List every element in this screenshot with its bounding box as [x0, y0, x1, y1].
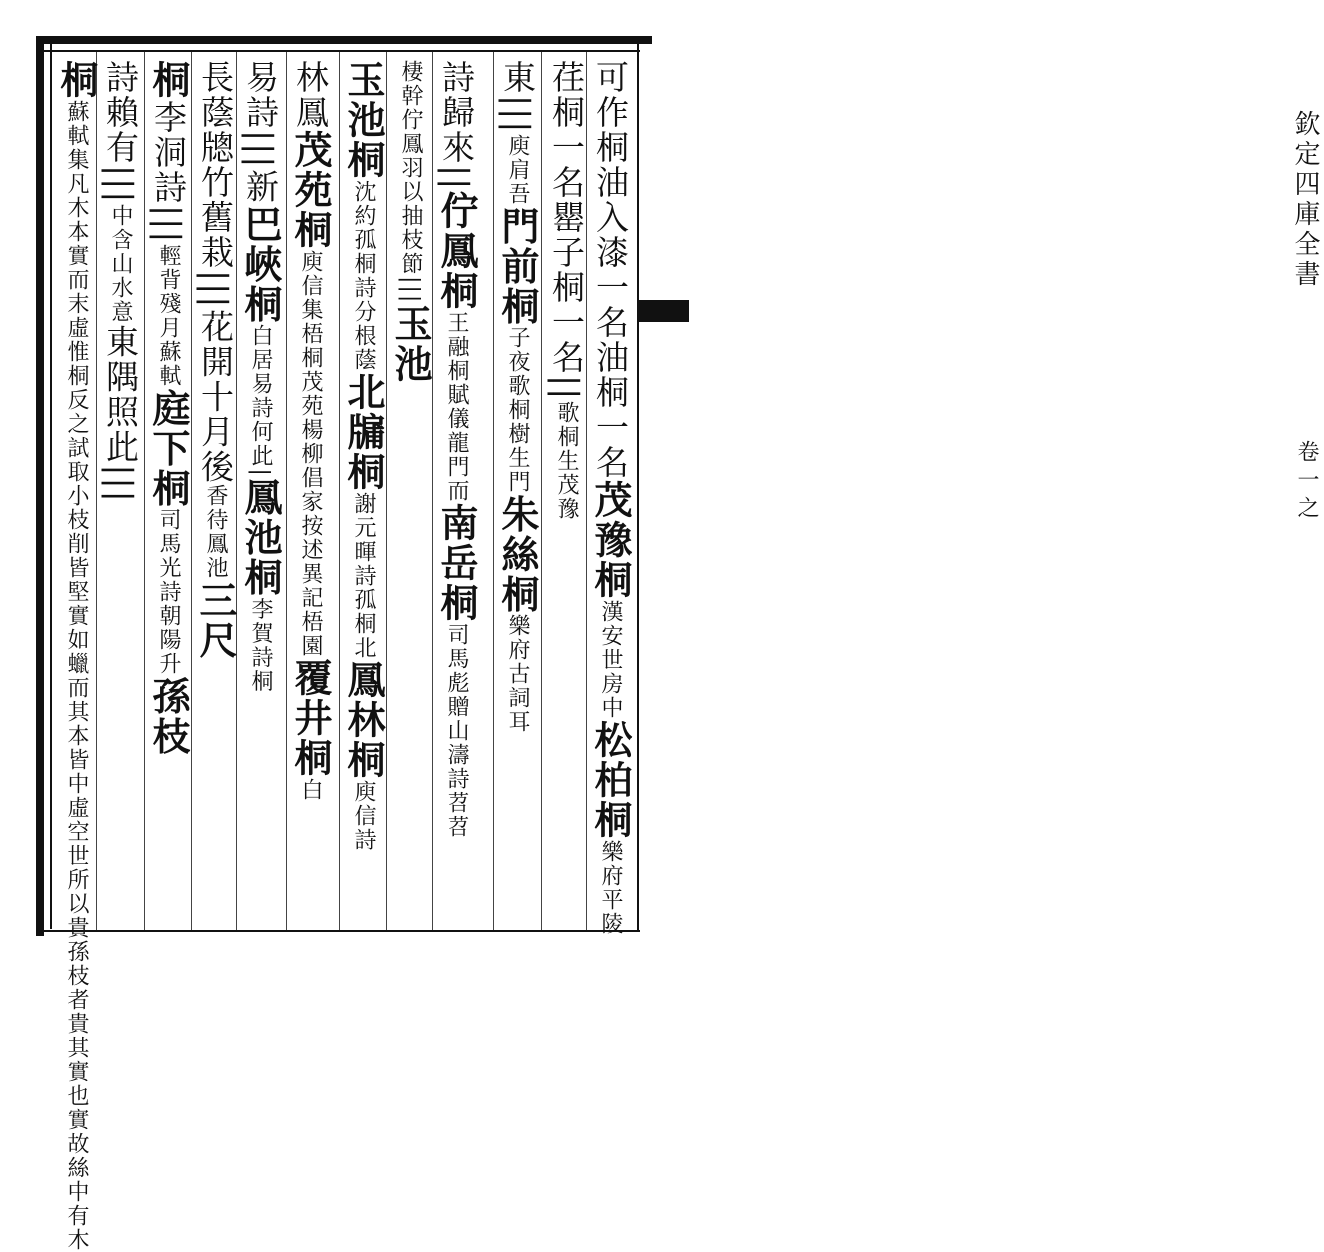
- entry-term: 北牖桐: [341, 372, 386, 492]
- annotation-text: 棲幹佇鳳羽以抽枝: [398, 60, 423, 252]
- annotation-text: 庾信詩: [351, 780, 376, 852]
- body-text: 易詩|||新: [241, 60, 280, 205]
- entry-term: 佇鳳桐: [434, 191, 479, 312]
- annotation-text: 李賀詩桐: [248, 597, 273, 694]
- frame-top-border: [40, 36, 652, 44]
- frame-right-border: [637, 44, 639, 930]
- annotation-text: 子夜歌桐樹生門: [505, 326, 530, 495]
- column-rule: [286, 52, 287, 930]
- annotation-text: 輕背殘月蘇軾: [156, 244, 181, 389]
- body-text: 長蔭牕竹舊栽: [196, 60, 235, 270]
- annotation-text: 王融桐賦儀龍門而: [444, 311, 469, 504]
- column-rule: [586, 52, 587, 930]
- column-rule: [96, 52, 97, 930]
- column-rule: [493, 52, 494, 930]
- entry-term: 玉池: [388, 304, 433, 385]
- annotation-text: 歌桐生茂豫: [554, 401, 579, 522]
- text-column-7: [288, 60, 333, 920]
- annotation-text: 司馬光詩朝陽升: [156, 508, 181, 677]
- text-column-3: [495, 60, 540, 920]
- body-text: 東|||: [498, 60, 537, 135]
- volume-label: 卷一之: [1294, 440, 1319, 524]
- column-rule: [144, 52, 145, 930]
- text-column-1: [588, 60, 633, 936]
- body-text: 東隅照此|||: [101, 324, 140, 504]
- body-text: |||花開十月後: [196, 270, 235, 485]
- entry-term: 覆井桐: [288, 658, 333, 778]
- text-column-2: [546, 60, 586, 920]
- body-text: 林鳳: [291, 60, 330, 130]
- entry-term: 門前桐: [495, 206, 540, 327]
- annotation-text: 樂府古詞耳: [505, 614, 530, 735]
- frame-left-border: [36, 36, 44, 936]
- annotation-text: 司馬彪贈山濤詩苕苕: [444, 623, 469, 840]
- text-column-9: [193, 60, 238, 920]
- body-text: 李洞詩|||: [149, 100, 188, 245]
- annotation-text: 蘇軾集凡木本實而末虛惟桐反之試取小枝削皆堅實如蠟: [64, 100, 89, 676]
- center-margin: [643, 40, 1320, 940]
- text-column-11: [100, 60, 140, 920]
- entry-term: 朱絲桐: [495, 494, 540, 615]
- column-rule: [541, 52, 542, 930]
- annotation-text: 漢安世房中: [598, 600, 623, 720]
- text-column-5: [388, 60, 433, 920]
- annotation-text: 謝元暉詩孤桐北: [351, 492, 376, 660]
- entry-term: 鳳林桐: [341, 660, 386, 780]
- column-rule: [236, 52, 237, 930]
- text-column-4: [434, 60, 479, 920]
- frame-top-inner-line: [40, 50, 640, 52]
- annotation-text: 香待鳳池: [203, 484, 228, 581]
- body-text: 可作桐油入漆一名油桐一名: [591, 60, 630, 480]
- annotation-text: 而其本皆中虛空世所以貴孫枝者貴其實也實故絲中有木: [64, 676, 89, 1252]
- column-rule: [339, 52, 340, 930]
- entry-term: 鳳池桐: [238, 477, 283, 598]
- annotation-text: 節|||: [398, 252, 423, 305]
- text-column-12: [54, 60, 99, 1252]
- column-rule: [432, 52, 433, 930]
- entry-term: 孫枝: [146, 676, 191, 757]
- body-text: 荏桐一名罌子桐一名||: [547, 60, 586, 402]
- annotation-text: 中含山水意: [108, 204, 133, 325]
- entry-term: 玉池桐: [341, 60, 386, 180]
- entry-term: 茂苑桐: [288, 130, 333, 250]
- annotation-text: 白: [298, 778, 323, 802]
- entry-term: 巴峽桐: [238, 204, 283, 325]
- frame-left-inner-line: [50, 44, 52, 929]
- column-rule: [386, 52, 387, 930]
- body-text: 詩歸來||: [437, 60, 476, 192]
- book-title: 欽定四庫全書: [1290, 110, 1320, 290]
- entry-term: 松柏桐: [588, 720, 633, 840]
- annotation-text: 沈約孤桐詩分根蔭: [351, 180, 376, 372]
- body-text: 詩賴有|||: [101, 60, 140, 205]
- entry-term: 桐: [146, 60, 191, 100]
- text-column-10: [146, 60, 191, 920]
- annotation-text: 庾肩吾: [505, 134, 530, 207]
- entry-term: 茂豫桐: [588, 480, 633, 600]
- annotation-text: 白居易詩何此|: [248, 324, 273, 478]
- text-column-6: [341, 60, 386, 920]
- annotation-text: 樂府平陵: [598, 840, 623, 936]
- text-column-8: [238, 60, 283, 920]
- entry-term: 桐: [54, 60, 99, 100]
- entry-term: 南岳桐: [434, 503, 479, 624]
- column-rule: [191, 52, 192, 930]
- entry-term: 庭下桐: [146, 388, 191, 509]
- entry-term: 三尺: [193, 580, 238, 661]
- frame-bottom-border: [40, 930, 640, 932]
- annotation-text: 庾信集梧桐茂苑楊柳倡家按述異記梧園: [298, 250, 323, 658]
